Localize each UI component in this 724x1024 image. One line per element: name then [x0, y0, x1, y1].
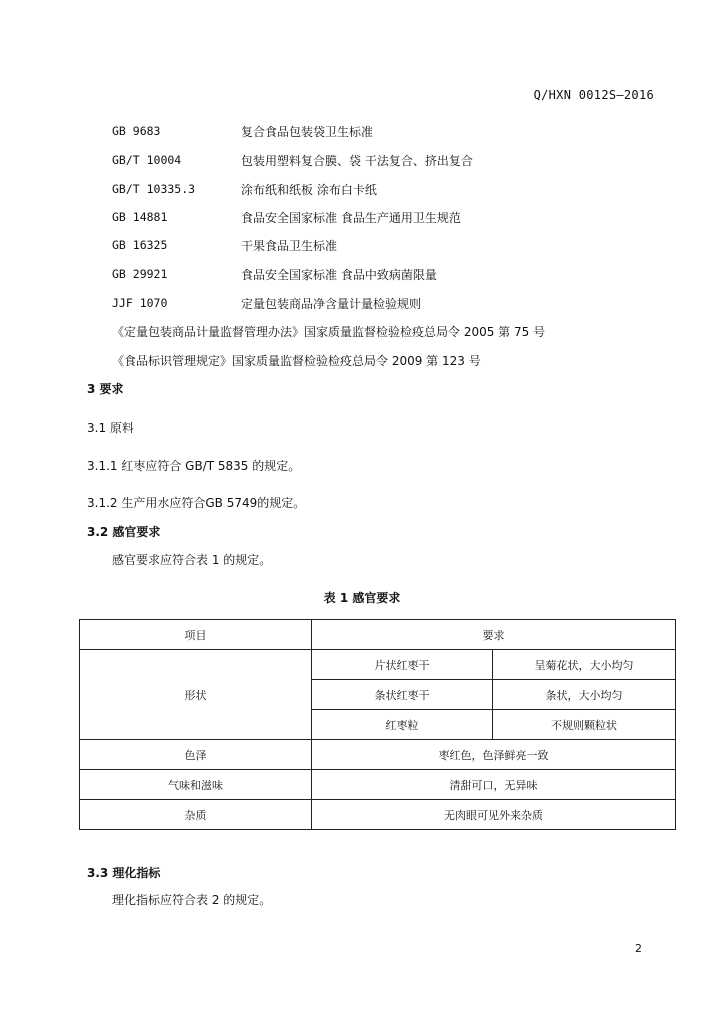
table-cell-item: 杂质 — [80, 800, 312, 830]
clause-text: 3.1.1 红枣应符合 GB/T 5835 的规定。 — [87, 459, 301, 473]
reference-code: GB/T 10335.3 — [112, 182, 196, 196]
table-cell-requirement: 枣红色，色泽鲜亮一致 — [312, 740, 676, 770]
reference-title: 涂布纸和纸板 涂布白卡纸 — [241, 183, 377, 197]
page-number: 2 — [635, 942, 642, 955]
reference-title: 食品安全国家标准 食品中致病菌限量 — [241, 268, 437, 282]
table-cell-item: 色泽 — [80, 740, 312, 770]
table-row — [80, 650, 676, 680]
reference-code: GB 14881 — [112, 210, 168, 224]
table-row — [80, 800, 676, 830]
table-cell-requirement: 不规则颗粒状 — [493, 710, 676, 740]
table-cell-requirement: 条状，大小均匀 — [493, 680, 676, 710]
table-header-cell: 项目 — [80, 620, 312, 650]
table-cell-requirement: 清甜可口，无异味 — [312, 770, 676, 800]
reference-code: GB/T 10004 — [112, 153, 182, 167]
table-caption: 表 1 感官要求 — [323, 591, 401, 605]
section-heading: 3.2 感官要求 — [87, 525, 161, 539]
table-row — [80, 740, 676, 770]
reference-code: GB 29921 — [112, 267, 168, 281]
paragraph: 理化指标应符合表 2 的规定。 — [112, 893, 272, 907]
clause-text: 3.1.2 生产用水应符合GB 5749的规定。 — [87, 496, 306, 510]
reference-title: 包装用塑料复合膜、袋 干法复合、挤出复合 — [241, 154, 473, 168]
table-cell-requirement: 呈菊花状，大小均匀 — [493, 650, 676, 680]
regulation-reference: 《食品标识管理规定》国家质量监督检验检疫总局令 2009 第 123 号 — [112, 354, 481, 368]
section-heading: 3.3 理化指标 — [87, 866, 161, 880]
table-header-cell: 要求 — [312, 620, 676, 650]
section-heading: 3 要求 — [87, 382, 124, 396]
table-cell-type: 片状红枣干 — [312, 650, 493, 680]
table-cell-requirement: 无肉眼可见外来杂质 — [312, 800, 676, 830]
reference-code: JJF 1070 — [112, 296, 168, 310]
reference-code: GB 16325 — [112, 238, 168, 252]
reference-title: 复合食品包装袋卫生标准 — [241, 125, 374, 139]
section-heading: 3.1 原料 — [87, 421, 134, 435]
reference-title: 食品安全国家标准 食品生产通用卫生规范 — [241, 211, 461, 225]
reference-title: 定量包装商品净含量计量检验规则 — [241, 297, 422, 311]
reference-title: 干果食品卫生标准 — [241, 239, 338, 253]
sensory-requirements-table — [79, 619, 676, 830]
document-code: Q/HXN 0012S—2016 — [533, 88, 654, 102]
paragraph: 感官要求应符合表 1 的规定。 — [112, 553, 272, 567]
table-header-row — [80, 620, 676, 650]
reference-code: GB 9683 — [112, 124, 161, 138]
table-cell-type: 红枣粒 — [312, 710, 493, 740]
table-cell-type: 条状红枣干 — [312, 680, 493, 710]
regulation-reference: 《定量包装商品计量监督管理办法》国家质量监督检验检疫总局令 2005 第 75 号 — [112, 325, 546, 339]
table-cell-item: 气味和滋味 — [80, 770, 312, 800]
table-row — [80, 770, 676, 800]
table-cell-item: 形状 — [80, 650, 312, 740]
